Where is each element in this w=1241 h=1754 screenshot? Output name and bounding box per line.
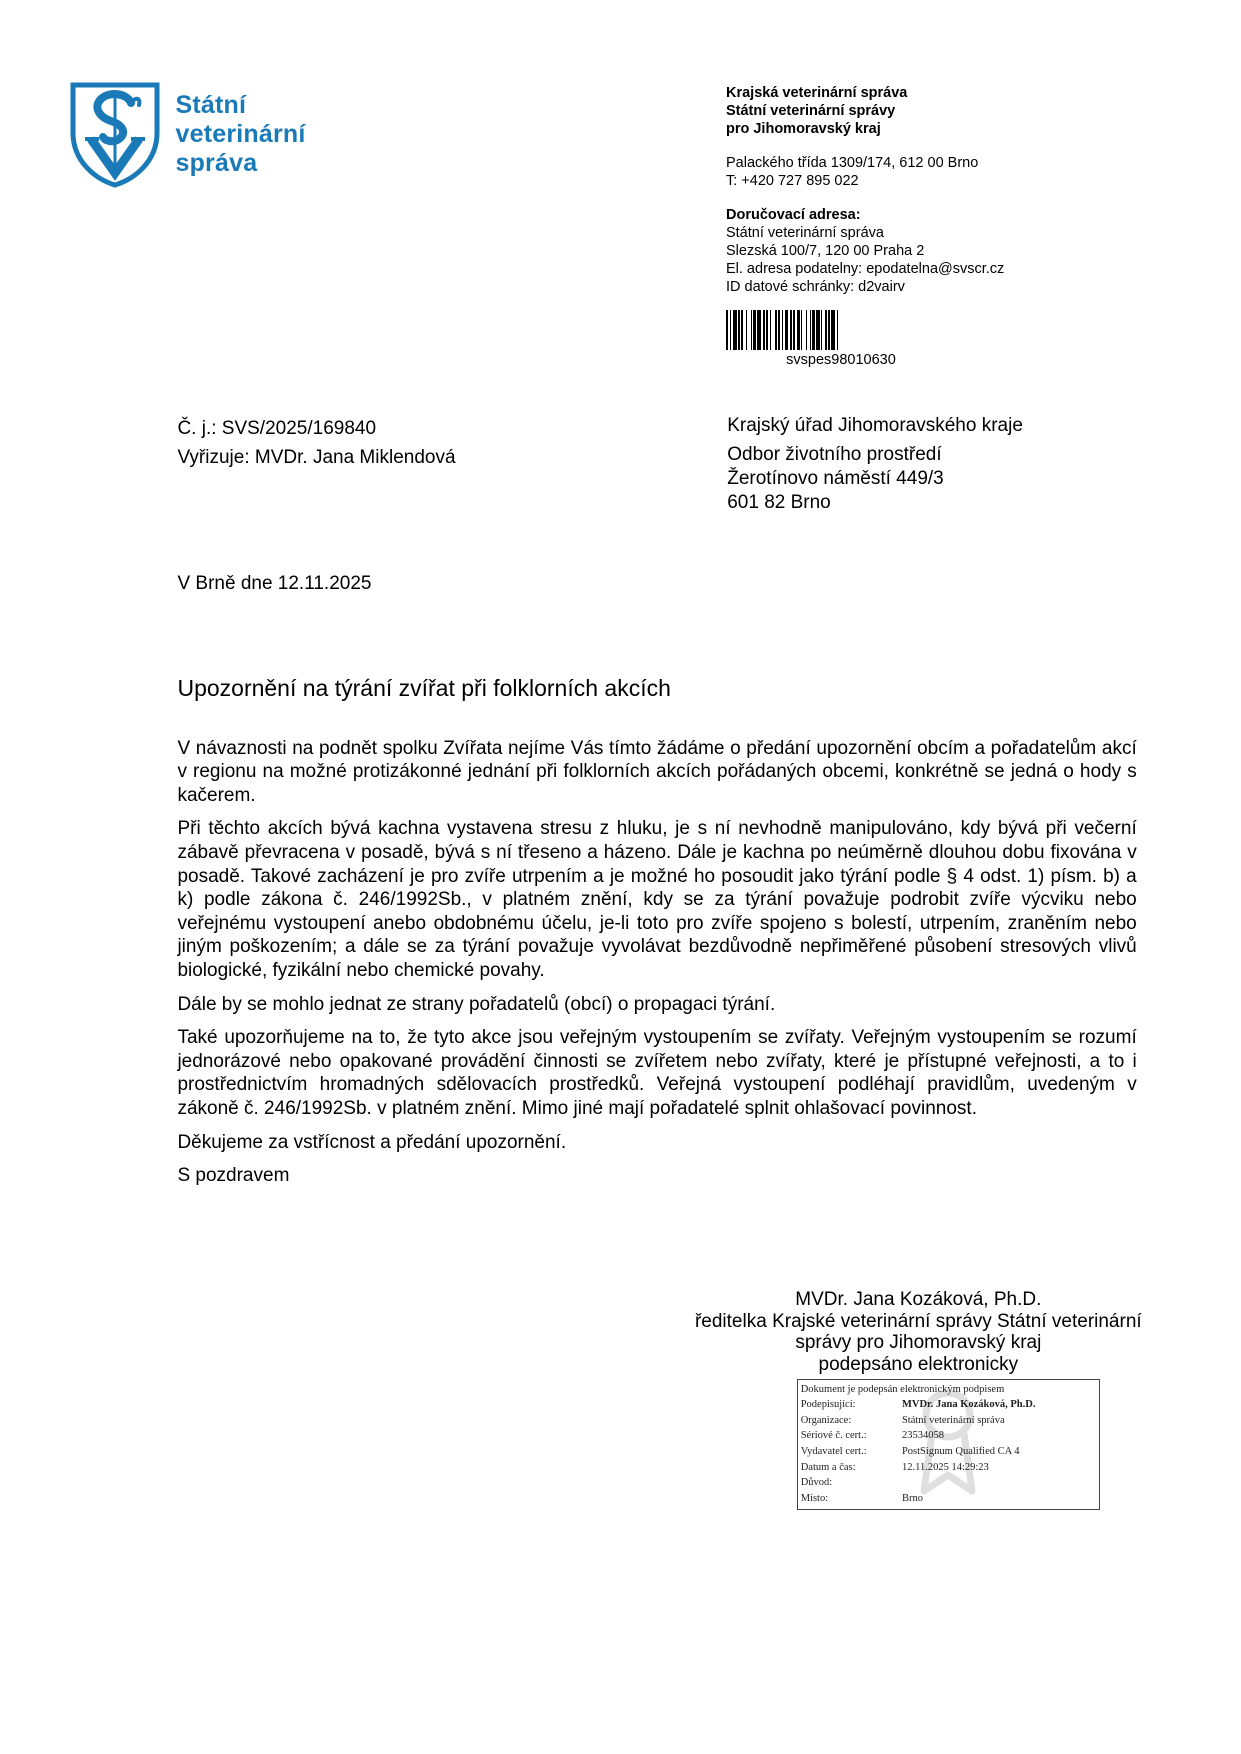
e-signature-row xyxy=(801,1444,1099,1460)
e-signature-row xyxy=(801,1397,1099,1413)
sender-block xyxy=(726,84,1004,369)
sender-org-line: Státní veterinární správy xyxy=(725,103,896,120)
body-paragraph: Dále by se mohlo jednat ze strany pořadatelů (obcí) o propagaci týrání. xyxy=(177,993,776,1015)
barcode-caption: svspes98010630 xyxy=(786,352,896,369)
logo-line: správa xyxy=(175,149,258,178)
delivery-email: El. adresa podatelny: epodatelna@svscr.cz xyxy=(725,261,1005,278)
svs-shield-emblem-icon xyxy=(69,81,161,189)
signature-block xyxy=(695,1289,1142,1375)
e-signature-label: Důvod: xyxy=(800,1477,833,1489)
svs-logo xyxy=(69,81,305,189)
e-signature-label: Organizace: xyxy=(800,1414,852,1426)
sender-address: Palackého třída 1309/174, 612 00 Brno xyxy=(725,155,979,172)
barcode xyxy=(726,310,956,369)
e-signature-label: Vydavatel cert.: xyxy=(800,1446,867,1458)
e-signature-value: 12.11.2025 14:29:23 xyxy=(901,1461,989,1473)
letter-subject: Upozornění na týrání zvířat při folklorních akcích xyxy=(177,674,671,701)
sender-org-line: Krajská veterinární správa xyxy=(725,85,908,102)
reference-block xyxy=(177,414,455,472)
sender-org-line: pro Jihomoravský kraj xyxy=(725,121,881,138)
e-signature-value: Státní veterinární správa xyxy=(901,1414,1005,1426)
e-signature-label: Místo: xyxy=(800,1492,829,1504)
closing-salutation: S pozdravem xyxy=(177,1165,290,1187)
body-paragraph: Při těchto akcích bývá kachna vystavena stresu z hluku, je s ní nevhodně manipulováno, kdy bývá při večerní zábavě převracena v posadě, bývá s ní třeseno a házeno. Dále je kachna po neúměrně dlouhou dobu fixována v posadě. Takové zacházení je pro zvíře utrpením a je možné ho posoudit jako týrání podle § 4 odst. 1) písm. b) a k) podle zákona č. 246/1992Sb., v platném znění, kdy se za týrání považuje podrobit zvíře výcviku nebo veřejnému vystoupení anebo obdobnému účelu, je-li toto pro zvíře spojeno s bolestí, utrpením, zraněním nebo jiným poškozením; a dále se za týrání považuje vyvolávat bezdůvodně nepřiměřené působení stresových vlivů biologické, fyzikální nebo chemické povahy. xyxy=(177,818,1137,982)
e-signature-value: 23534058 xyxy=(901,1430,944,1442)
e-signature-row xyxy=(801,1428,1099,1444)
e-signature-value xyxy=(902,1475,1099,1491)
logo-wordmark xyxy=(175,91,305,178)
e-signature-label: Sériové č. cert.: xyxy=(800,1430,867,1442)
e-signature-value: PostSignum Qualified CA 4 xyxy=(901,1446,1020,1458)
body-paragraph: Děkujeme za vstřícnost a předání upozornění. xyxy=(177,1131,567,1153)
recipient-line: Krajský úřad Jihomoravského kraje xyxy=(727,414,1023,436)
barcode-bars-icon xyxy=(726,310,956,350)
body-paragraph: Také upozorňujeme na to, že tyto akce jsou veřejným vystoupením se zvířaty. Veřejným vystoupením se rozumí jednorázové nebo opakované provádění činnosti se zvířetem nebo zvířaty, které je přístupné veřejnosti, a to i prostřednictvím hromadných sdělovacích prostředků. Veřejná vystoupení podléhají pravidlům, uvedeným v zákoně č. 246/1992Sb. v platném znění. Mimo jiné mají pořadatelé splnit ohlašovací povinnost. xyxy=(177,1027,1137,1119)
signatory-name: MVDr. Jana Kozáková, Ph.D. xyxy=(795,1289,1042,1311)
data-box-id: ID datové schránky: d2vairv xyxy=(725,279,905,296)
e-signature-heading: Dokument je podepsán elektronickým podpisem xyxy=(800,1383,1005,1395)
recipient-line: Odbor životního prostředí xyxy=(727,443,942,465)
recipient-line: Žerotínovo náměstí 449/3 xyxy=(727,467,944,489)
recipient-line: 601 82 Brno xyxy=(727,491,831,513)
e-signature-row xyxy=(801,1491,1099,1507)
letter-body xyxy=(177,737,1136,1198)
logo-line: Státní xyxy=(175,91,247,120)
signatory-title: ředitelka Krajské veterinární správy Státní veterinární správy pro Jihomoravský kraj xyxy=(694,1310,1142,1354)
logo-line: veterinární xyxy=(175,120,306,149)
e-signature-value: MVDr. Jana Kozáková, Ph.D. xyxy=(901,1399,1036,1411)
case-number: Č. j.: SVS/2025/169840 xyxy=(177,417,377,439)
delivery-line: Slezská 100/7, 120 00 Praha 2 xyxy=(725,243,925,260)
delivery-heading: Doručovací adresa: xyxy=(725,207,861,224)
e-signature-row xyxy=(801,1413,1099,1429)
delivery-line: Státní veterinární správa xyxy=(725,225,884,242)
e-signature-box xyxy=(797,1379,1100,1511)
e-signature-row xyxy=(801,1460,1099,1476)
sender-phone: T: +420 727 895 022 xyxy=(725,173,859,190)
recipient-block xyxy=(727,414,1023,515)
e-signature-row xyxy=(801,1475,1099,1491)
handled-by: Vyřizuje: MVDr. Jana Miklendová xyxy=(177,446,456,468)
e-signature-label: Podepisující: xyxy=(800,1399,856,1411)
e-signature-label: Datum a čas: xyxy=(800,1461,856,1473)
e-signature-value: Brno xyxy=(901,1492,923,1504)
body-paragraph: V návaznosti na podnět spolku Zvířata nejíme Vás tímto žádáme o předání upozornění obcím a pořadatelům akcí v regionu na možné protizákonné jednání při folklorních akcích pořádaných obcemi, konkrétně se jedná o hody s kačerem. xyxy=(177,737,1137,806)
letter-date: V Brně dne 12.11.2025 xyxy=(177,572,372,594)
signature-note: podepsáno elektronicky xyxy=(818,1353,1019,1375)
